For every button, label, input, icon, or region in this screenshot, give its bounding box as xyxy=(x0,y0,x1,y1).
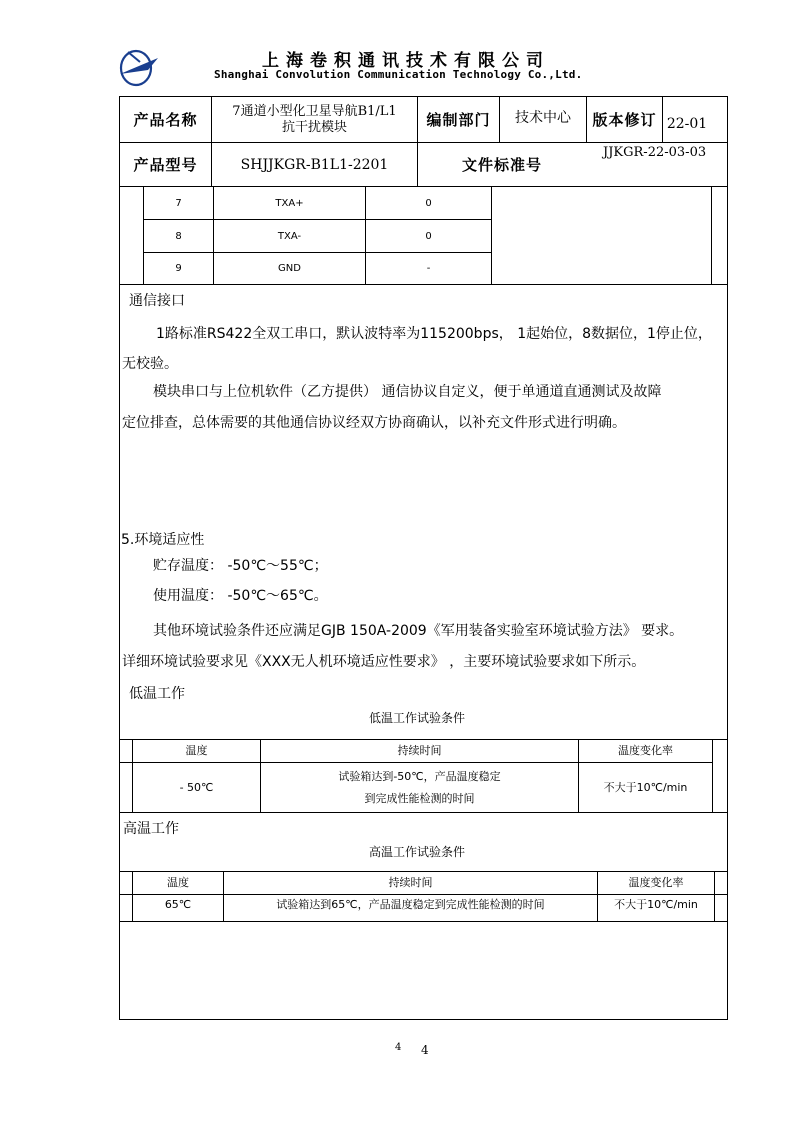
low-temp-cell-temp: - 50℃ xyxy=(179,780,214,794)
high-temp-cell-temp: 65℃ xyxy=(164,898,192,911)
low-temp-duration-line1: 试验箱达到-50℃，产品温度稳定 xyxy=(338,769,501,783)
page-number-left: 4 xyxy=(395,1042,402,1053)
env-storage: 贮存温度： -50℃～55℃； xyxy=(153,558,328,574)
page-number-right: 4 xyxy=(421,1043,429,1057)
env-usage: 使用温度： -50℃～65℃。 xyxy=(153,588,328,604)
pin-row-7-name: TXA+ xyxy=(275,198,304,209)
version-label: 版本修订 xyxy=(592,111,657,129)
product-name-line1: 7通道小型化卫星导航B1/L1 xyxy=(232,103,397,119)
low-temp-cell-rate: 不大于10℃/min xyxy=(603,780,688,794)
dept-label: 编制部门 xyxy=(426,111,491,129)
high-temp-header-duration: 持续时间 xyxy=(388,876,433,889)
pin-row-8-value: 0 xyxy=(425,230,432,242)
pin-row-9-name: GND xyxy=(278,263,301,274)
pin-row-8-name: TXA- xyxy=(277,230,302,242)
low-temp-header-rate: 温度变化率 xyxy=(618,744,673,757)
pin-row-8-no: 8 xyxy=(175,230,182,242)
model-value: SHJJKGR-B1L1-2201 xyxy=(240,156,389,173)
high-temp-cell-duration: 试验箱达到65℃，产品温度稳定到完成性能检测的时间 xyxy=(276,898,545,911)
high-temp-header-rate: 温度变化率 xyxy=(628,876,684,889)
company-logo xyxy=(118,44,160,88)
low-temp-header-temp: 温度 xyxy=(185,744,208,757)
low-temp-header-duration: 持续时间 xyxy=(397,744,442,757)
high-temp-cell-rate: 不大于10℃/min xyxy=(614,898,698,911)
pin-row-7-no: 7 xyxy=(175,198,182,209)
product-name-label: 产品名称 xyxy=(133,111,198,129)
product-name-value xyxy=(212,97,417,142)
company-name-en: Shanghai Convolution Communication Technology Co.,Ltd. xyxy=(214,68,583,81)
high-temp-header-temp: 温度 xyxy=(167,876,189,889)
doc-std-value: JJKGR-22-03-03 xyxy=(603,145,707,160)
pin-row-7-value: 0 xyxy=(425,198,432,209)
low-temp-caption: 低温工作试验条件 xyxy=(369,711,466,725)
low-temp-title: 低温工作 xyxy=(129,686,185,702)
comm-p2-line2: 定位排查，总体需要的其他通信协议经双方协商确认，以补充文件形式进行明确。 xyxy=(122,415,626,431)
version-value: 22-01 xyxy=(666,116,708,132)
high-temp-title: 高温工作 xyxy=(123,821,179,837)
pin-row-9-no: 9 xyxy=(175,263,182,274)
comm-p1-line2: 无校验。 xyxy=(122,356,178,372)
pin-row-9-value: - xyxy=(426,263,431,274)
low-temp-cell-duration xyxy=(261,763,578,812)
company-name-cn: 上海卷积通讯技术有限公司 xyxy=(262,51,550,71)
low-temp-duration-line2: 到完成性能检测的时间 xyxy=(364,791,475,805)
dept-value: 技术中心 xyxy=(515,110,571,126)
comm-p2-line1: 模块串口与上位机软件（乙方提供） 通信协议自定义，便于单通道直通测试及故障 xyxy=(153,384,662,400)
env-title: 5.环境适应性 xyxy=(121,532,205,548)
env-p-line2: 详细环境试验要求见《XXX无人机环境适应性要求》 ，主要环境试验要求如下所示。 xyxy=(122,654,646,670)
high-temp-caption: 高温工作试验条件 xyxy=(369,845,466,859)
doc-std-label: 文件标准号 xyxy=(461,156,542,174)
product-name-line2: 抗干扰模块 xyxy=(281,119,347,135)
comm-p1-line1: 1路标准RS422全双工串口，默认波特率为115200bps， 1起始位，8数据位，1停止位， xyxy=(156,326,712,342)
comm-title: 通信接口 xyxy=(129,293,185,309)
model-label: 产品型号 xyxy=(133,156,198,174)
env-p-line1: 其他环境试验条件还应满足GJB 150A-2009《军用装备实验室环境试验方法》 要求。 xyxy=(153,623,684,639)
